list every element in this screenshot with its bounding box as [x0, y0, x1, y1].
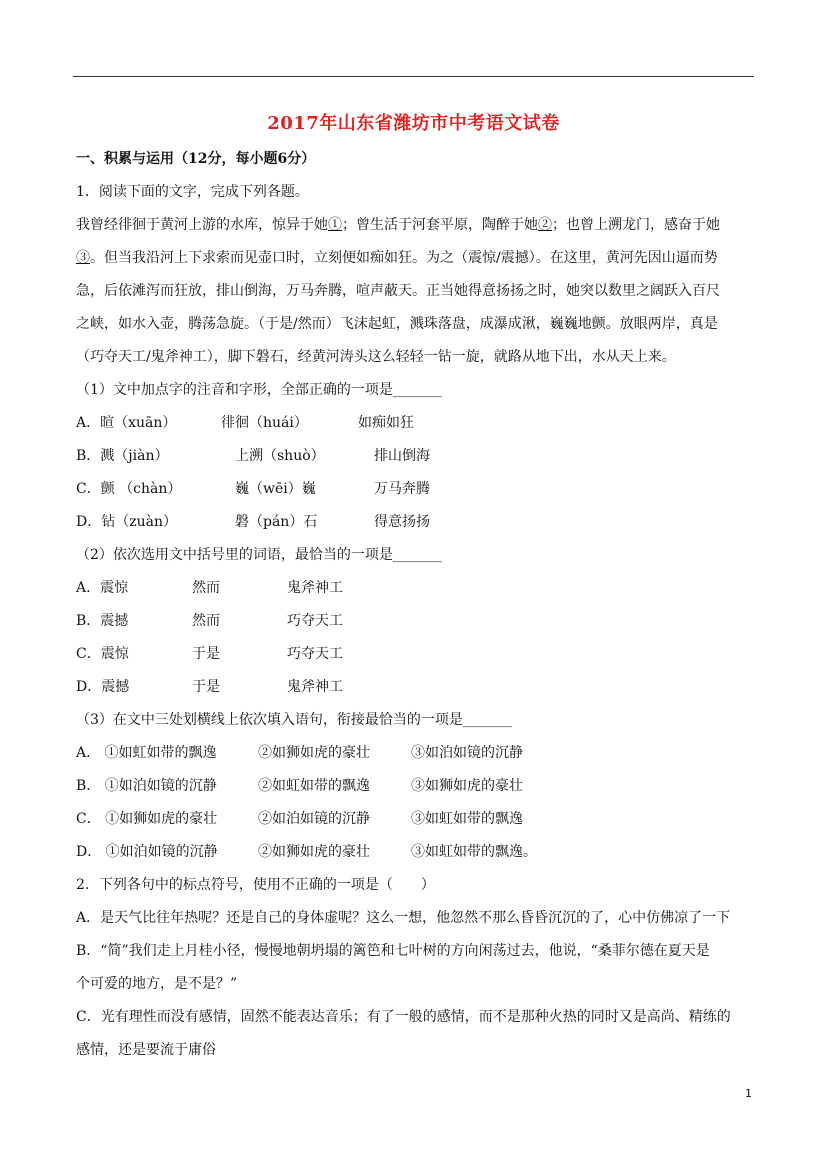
- page-title: 2017年山东省潍坊市中考语文试卷: [267, 113, 560, 134]
- sub3-stem: （3）在文中三处划横线上依次填入语句，衔接最恰当的一项是_______: [76, 712, 512, 728]
- option-col: 排山倒海: [374, 448, 430, 464]
- passage-line-5: （巧夺天工/鬼斧神工），脚下磐石，经黄河涛头这么轻轻一钻一旋，就路从地下出，水从天上来。: [76, 349, 676, 365]
- passage-line-2: [76, 249, 718, 267]
- option-col: 巧夺天工: [287, 613, 343, 629]
- option-col: D．震撼: [76, 679, 130, 695]
- option-col: A．暄（xuān）: [76, 415, 177, 431]
- option-col: 如痴如狂: [358, 415, 414, 431]
- option-col: ②如泊如镜的沉静: [258, 811, 370, 827]
- option-col: C．震惊: [76, 646, 129, 662]
- option-col: 于是: [192, 646, 220, 662]
- option-col: 于是: [192, 679, 220, 695]
- option-col: 鬼斧神工: [287, 679, 343, 695]
- option-col: 巍（wēi）巍: [235, 481, 316, 497]
- blank-mark-3: ③: [76, 250, 90, 266]
- option-col: 磐（pán）石: [235, 514, 318, 530]
- q2-stem: 2．下列各句中的标点符号，使用不正确的一项是（ ）: [76, 877, 435, 893]
- q2-option-c-line1: C．光有理性而没有感情，固然不能表达音乐；有了一般的感情，而不是那种火热的同时又是高尚、精练的: [76, 1009, 731, 1025]
- option-col: ②如虹如带的飘逸: [258, 778, 370, 794]
- option-col: 得意扬扬: [374, 514, 430, 530]
- option-col: C． ①如狮如虎的豪壮: [76, 811, 218, 827]
- passage-text: 。但当我沿河上下求索而见壶口时，立刻便如痴如狂。为之（震惊/震撼）。在这里，黄河先因山逼而势: [90, 250, 718, 266]
- option-col: B．溅（jiàn）: [76, 448, 169, 464]
- option-col: B．震撼: [76, 613, 129, 629]
- option-col: D．钻（zuàn）: [76, 514, 177, 530]
- option-col: D． ①如泊如镜的沉静: [76, 844, 218, 860]
- passage-text: ；曾生活于河套平原，陶醉于她: [342, 217, 538, 233]
- q2-option-a: A．是天气比往年热呢？还是自己的身体虚呢？这么一想，他忽然不那么昏昏沉沉的了，心中仿佛凉了一下: [76, 910, 731, 926]
- option-col: ③如虹如带的飘逸: [411, 811, 523, 827]
- q2-option-b-line1: B．“简”我们走上月桂小径，慢慢地朝坍塌的篱笆和七叶树的方向闲荡过去，他说，“桑菲尔德在夏天是: [76, 943, 710, 959]
- q2-option-b-line2: 个可爱的地方，是不是？”: [76, 976, 238, 992]
- section-heading: 一、积累与运用（12分，每小题6分）: [76, 151, 316, 167]
- blank-mark-1: ①: [328, 217, 342, 233]
- q1-stem: 1．阅读下面的文字，完成下列各题。: [76, 184, 309, 200]
- passage-text: ；也曾上溯龙门，感奋于她: [552, 217, 720, 233]
- page-number: 1: [745, 1087, 752, 1100]
- passage-line-1: [76, 216, 720, 234]
- option-col: 上溯（shuò）: [235, 448, 325, 464]
- option-col: ③如狮如虎的豪壮: [411, 778, 523, 794]
- option-col: A．震惊: [76, 580, 129, 596]
- sub2-stem: （2）依次选用文中括号里的词语，最恰当的一项是_______: [76, 547, 442, 563]
- option-col: 巧夺天工: [287, 646, 343, 662]
- sub1-stem: （1）文中加点字的注音和字形，全部正确的一项是_______: [76, 382, 442, 398]
- passage-text: 我曾经徘徊于黄河上游的水库，惊异于她: [76, 217, 328, 233]
- option-col: ②如狮如虎的豪壮: [258, 844, 370, 860]
- passage-line-3: 急，后依滩泻而狂放，排山倒海，万马奔腾，喧声蔽天。正当她得意扬扬之时，她突以数里之阔跃入百尺: [76, 283, 720, 299]
- option-col: B． ①如泊如镜的沉静: [76, 778, 217, 794]
- option-col: 然而: [192, 613, 220, 629]
- option-col: A． ①如虹如带的飘逸: [76, 745, 217, 761]
- passage-line-4: 之峡，如水入壶，腾荡急旋。（于是/然而）飞沫起虹，溅珠落盘，成瀑成湫，巍巍地颤。放眼两岸，真是: [76, 316, 718, 332]
- option-col: 然而: [192, 580, 220, 596]
- option-col: 鬼斧神工: [287, 580, 343, 596]
- header-rule: [73, 76, 754, 77]
- blank-mark-2: ②: [538, 217, 552, 233]
- option-col: ③如虹如带的飘逸。: [411, 844, 537, 860]
- q2-option-c-line2: 感情，还是要流于庸俗: [76, 1042, 216, 1058]
- option-col: C．颤 （chàn）: [76, 481, 182, 497]
- option-col: 万马奔腾: [374, 481, 430, 497]
- option-col: 徘徊（huái）: [221, 415, 308, 431]
- option-col: ②如狮如虎的豪壮: [258, 745, 370, 761]
- option-col: ③如泊如镜的沉静: [411, 745, 523, 761]
